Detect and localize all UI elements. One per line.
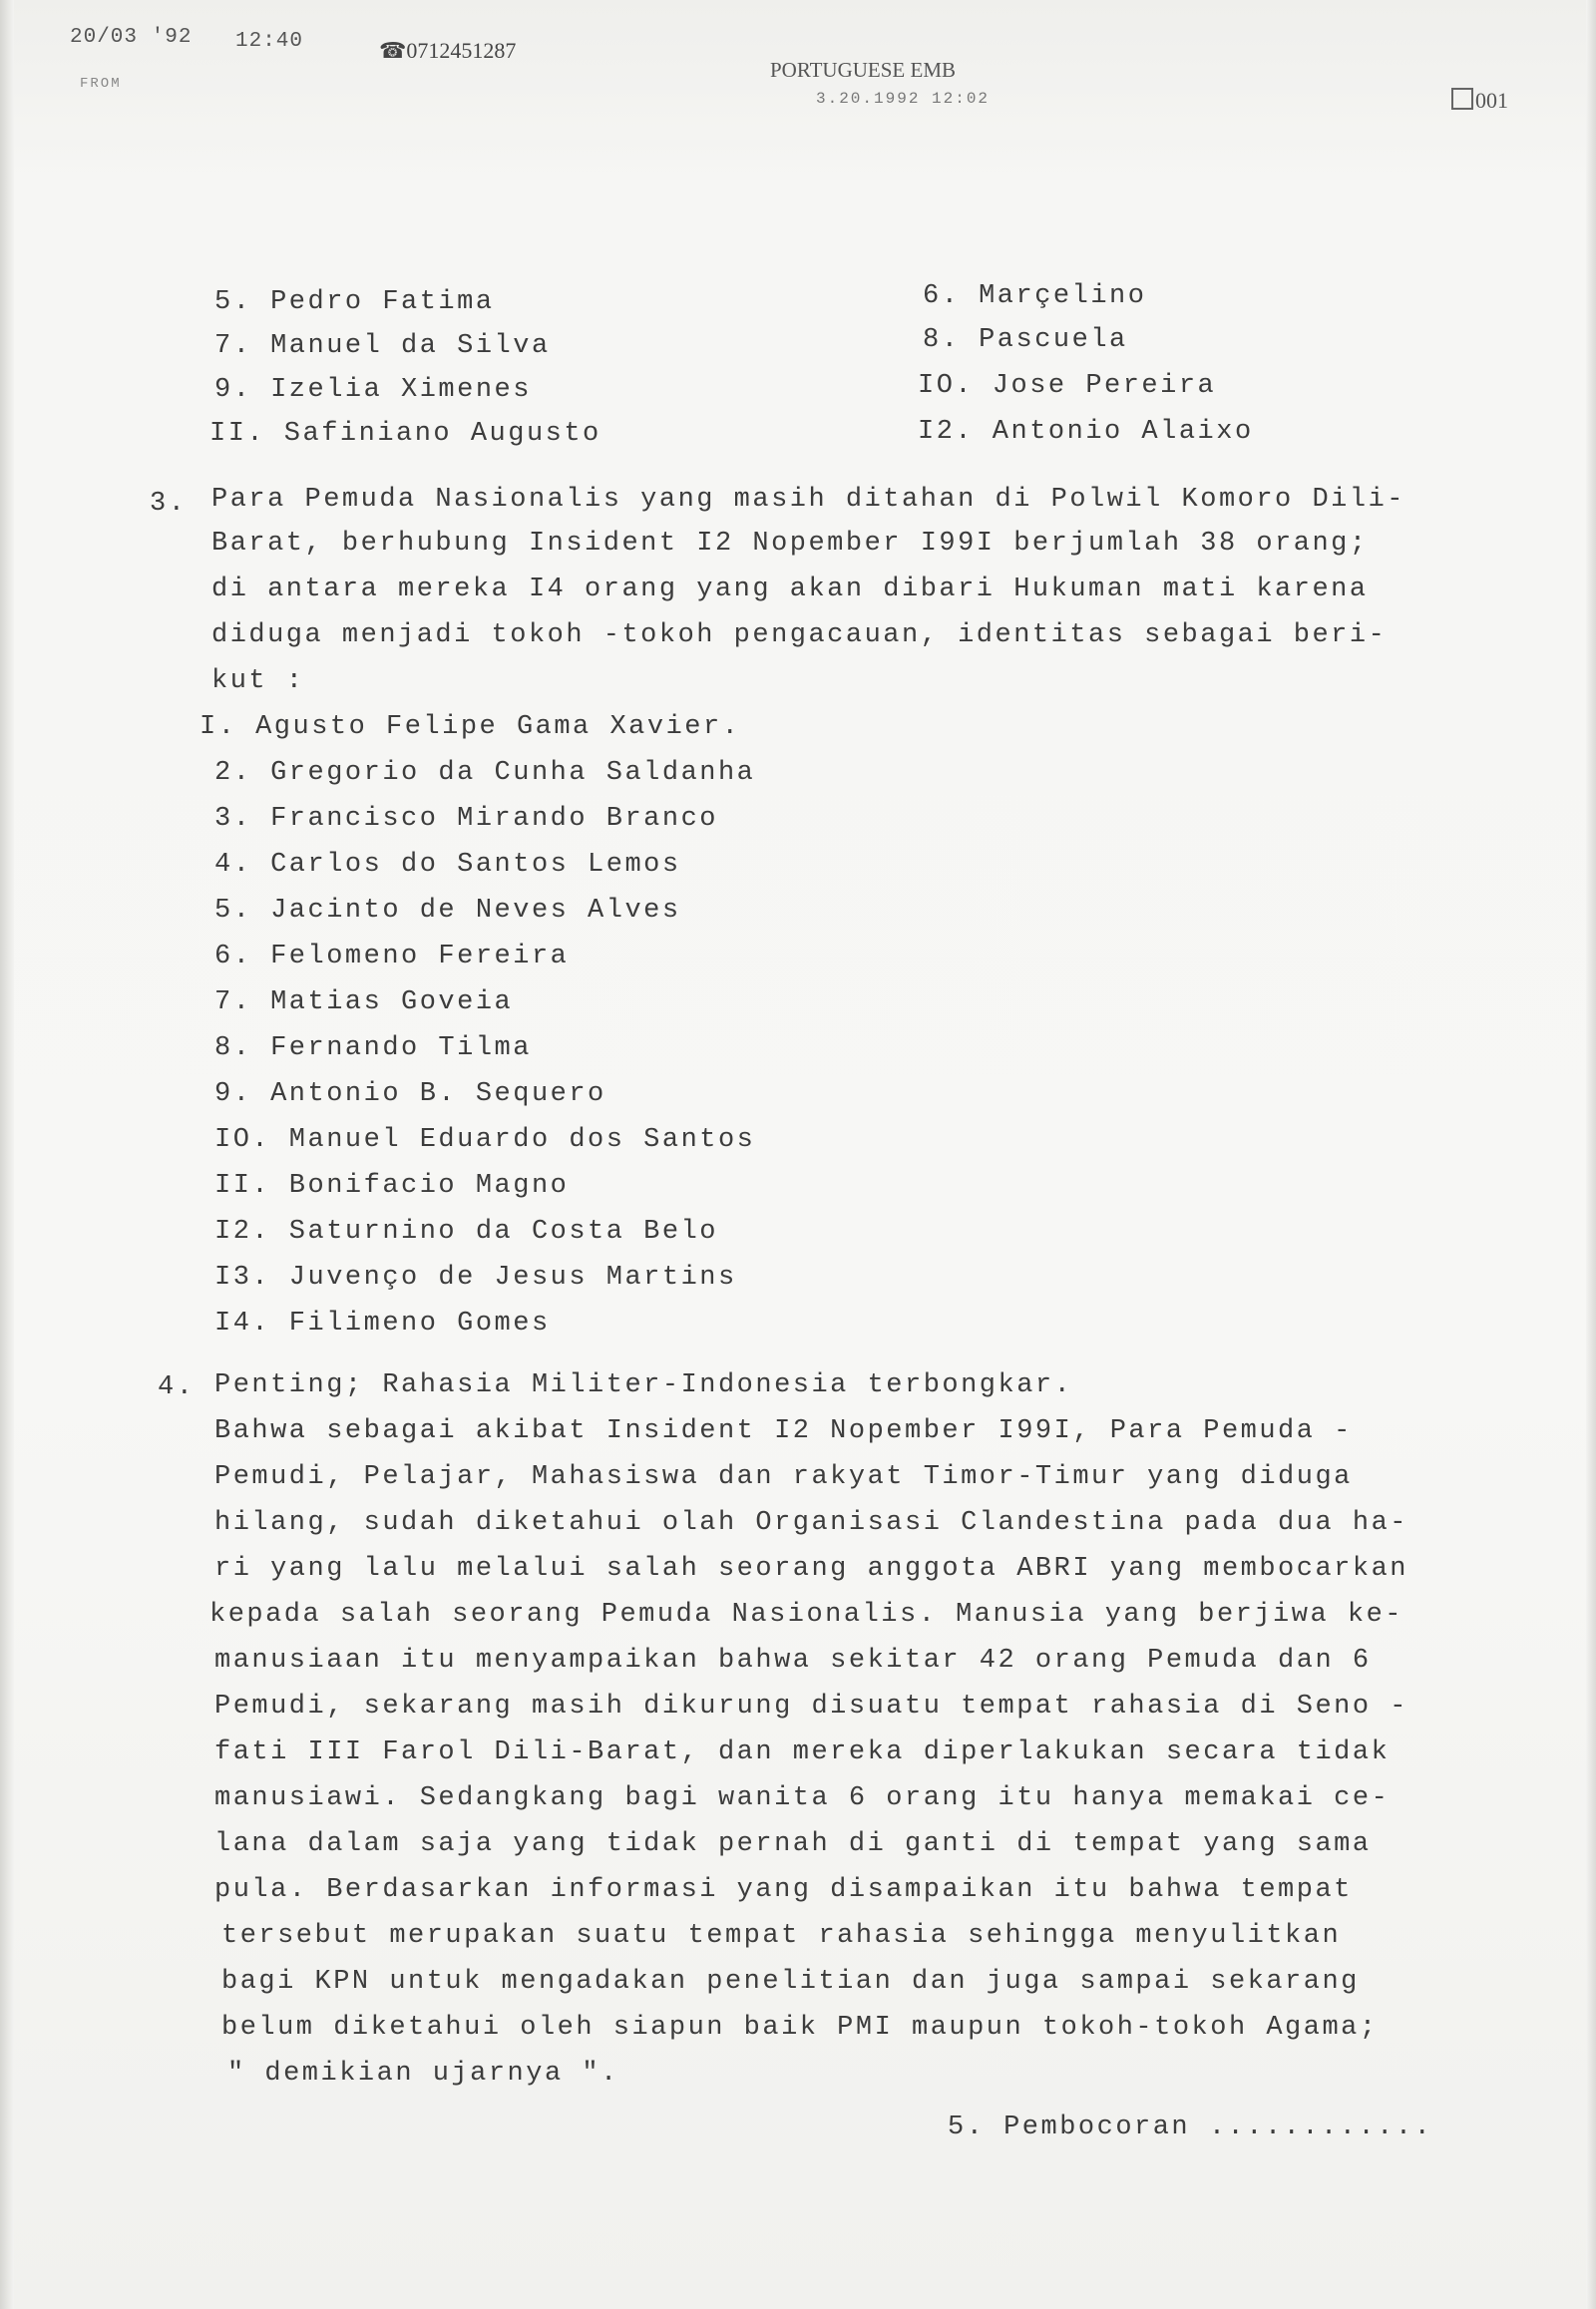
section-4-number: 4. <box>158 1372 196 1402</box>
section-4-heading: Penting; Rahasia Militer-Indonesia terbongkar. <box>214 1370 1073 1400</box>
detainee-item: I3. Juvenço de Jesus Martins <box>214 1263 737 1293</box>
section-3-number: 3. <box>150 489 188 519</box>
telephone-icon: ☎ <box>379 38 407 63</box>
detainee-item: 5. Jacinto de Neves Alves <box>214 896 681 926</box>
name-list-item: 7. Manuel da Silva <box>214 331 551 361</box>
fax-phone <box>379 38 516 64</box>
paragraph-line: " demikian ujarnya ". <box>227 2059 619 2089</box>
paragraph-line: fati III Farol Dili-Barat, dan mereka diperlakukan secara tidak <box>214 1737 1391 1767</box>
page-edge-right <box>1586 0 1596 2309</box>
name-list-item: 8. Pascuela <box>923 325 1128 355</box>
detainee-item: 8. Fernando Tilma <box>214 1033 532 1063</box>
paragraph-line: kepada salah seorang Pemuda Nasionalis. Manusia yang berjiwa ke- <box>209 1600 1403 1630</box>
name-list-item: I2. Antonio Alaixo <box>918 417 1254 447</box>
paragraph-line: Pemudi, sekarang masih dikurung disuatu tempat rahasia di Seno - <box>214 1692 1408 1722</box>
paragraph-line: pula. Berdasarkan informasi yang disampaikan itu bahwa tempat <box>214 1875 1353 1905</box>
detainee-item: I2. Saturnino da Costa Belo <box>214 1217 718 1247</box>
detainee-item: 2. Gregorio da Cunha Saldanha <box>214 758 756 788</box>
paragraph-line: Barat, berhubung Insident I2 Nopember I99I berjumlah 38 orang; <box>211 529 1369 559</box>
paragraph-line: Para Pemuda Nasionalis yang masih ditahan di Polwil Komoro Dili- <box>211 485 1405 515</box>
paragraph-line: kut : <box>211 666 305 696</box>
detainee-item: I4. Filimeno Gomes <box>214 1309 551 1339</box>
name-list-item: 6. Marçelino <box>923 281 1147 311</box>
fax-page-icon <box>1451 88 1473 110</box>
paragraph-line: tersebut merupakan suatu tempat rahasia sehingga menyulitkan <box>221 1921 1342 1951</box>
name-list-item: IO. Jose Pereira <box>918 371 1217 401</box>
fax-time: 12:40 <box>235 30 304 53</box>
fax-from-label: FROM <box>80 76 122 92</box>
paragraph-line: manusiaan itu menyampaikan bahwa sekitar 42 orang Pemuda dan 6 <box>214 1646 1372 1676</box>
paragraph-line: Pemudi, Pelajar, Mahasiswa dan rakyat Timor-Timur yang diduga <box>214 1462 1353 1492</box>
detainee-item: II. Bonifacio Magno <box>214 1171 570 1201</box>
name-list-item: II. Safiniano Augusto <box>209 419 601 449</box>
detainee-item: 3. Francisco Mirando Branco <box>214 804 718 834</box>
fax-phone-number: 0712451287 <box>406 38 517 63</box>
fax-sender: PORTUGUESE EMB <box>770 58 957 82</box>
paragraph-line: Bahwa sebagai akibat Insident I2 Nopember I99I, Para Pemuda - <box>214 1416 1353 1446</box>
detainee-item: 4. Carlos do Santos Lemos <box>214 850 681 880</box>
paragraph-line: bagi KPN untuk mengadakan penelitian dan juga sampai sekarang <box>221 1967 1360 1997</box>
paragraph-line: lana dalam saja yang tidak pernah di ganti di tempat yang sama <box>214 1829 1372 1859</box>
detainee-item: 6. Felomeno Fereira <box>214 942 570 971</box>
detainee-item: 7. Matias Goveia <box>214 987 514 1017</box>
detainee-item: 9. Antonio B. Sequero <box>214 1079 606 1109</box>
paragraph-line: ri yang lalu melalui salah seorang anggota ABRI yang membocarkan <box>214 1554 1408 1584</box>
paragraph-line: di antara mereka I4 orang yang akan dibari Hukuman mati karena <box>211 575 1369 604</box>
page-edge-left <box>0 0 14 2309</box>
fax-date: 20/03 '92 <box>70 26 193 49</box>
name-list-item: 9. Izelia Ximenes <box>214 375 532 405</box>
paragraph-line: belum diketahui oleh siapun baik PMI maupun tokoh-tokoh Agama; <box>221 2013 1379 2043</box>
paragraph-line: diduga menjadi tokoh -tokoh pengacauan, identitas sebagai beri- <box>211 620 1388 650</box>
name-list-item: 5. Pedro Fatima <box>214 287 495 317</box>
detainee-item: I. Agusto Felipe Gama Xavier. <box>200 712 741 742</box>
continuation-marker: 5. Pembocoran ............ <box>948 2113 1433 2142</box>
fax-page-text: 001 <box>1475 88 1508 113</box>
fax-stamp: 3.20.1992 12:02 <box>816 90 991 108</box>
paragraph-line: manusiawi. Sedangkang bagi wanita 6 orang itu hanya memakai ce- <box>214 1783 1391 1813</box>
detainee-item: IO. Manuel Eduardo dos Santos <box>214 1125 756 1155</box>
fax-page-number <box>1451 88 1508 114</box>
paragraph-line: hilang, sudah diketahui olah Organisasi Clandestina pada dua ha- <box>214 1508 1408 1538</box>
